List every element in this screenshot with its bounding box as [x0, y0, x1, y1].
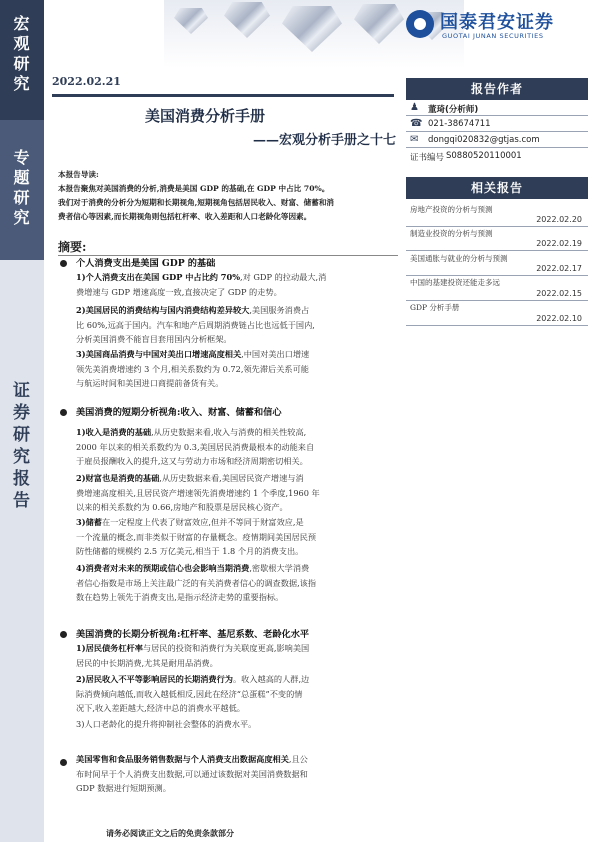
- bullet-icon: [60, 409, 67, 416]
- side-banner: [0, 0, 44, 842]
- abstract-paragraph: [76, 471, 396, 515]
- para-text: 居民的中长期消费,尤其是耐用品消费。: [76, 657, 218, 668]
- abstract-paragraph: [76, 270, 396, 299]
- brand-logo: [406, 8, 592, 48]
- bullet-icon: [60, 759, 67, 766]
- para-bold: 1)收入是消费的基础: [76, 427, 152, 437]
- para-text: 于雇员报酬收入的提升,这又与劳动力市场和经济周期密切相关。: [76, 456, 308, 467]
- sidebar-label-topic: [0, 148, 44, 228]
- sidebar-char: 专: [13, 148, 31, 167]
- brand-name-en: GUOTAI JUNAN SECURITIES: [442, 32, 544, 40]
- para-text: 者信心指数是市场上关注最广泛的有关消费者信心的调查数据,该指: [76, 577, 317, 588]
- phone-icon: ☎: [410, 118, 423, 129]
- divider: [406, 115, 588, 116]
- para-text: ,对 GDP 的拉动最大,消: [239, 272, 327, 282]
- abstract-paragraph: [76, 717, 396, 732]
- date-rule: [52, 94, 394, 97]
- para-bold: 4)消费者对未来的预期或信心也会影响当期消费: [76, 563, 250, 573]
- para-text: ,中国对美出口增速: [241, 349, 310, 359]
- para-text: 比 60%,远高于国内。汽车和地产后周期消费链占比也远低于国内,: [76, 319, 315, 330]
- sidebar-block-low: [0, 260, 44, 842]
- para-text: ,密歇根大学消费: [249, 563, 310, 573]
- divider: [406, 300, 588, 301]
- related-heading: 相关报告: [406, 177, 588, 199]
- sidebar-char: 研: [13, 188, 31, 207]
- related-item-date: 2022.02.10: [536, 314, 582, 323]
- para-bold: 3)美国商品消费与中国对美出口增速高度相关: [76, 349, 242, 359]
- gem-decoration: [174, 8, 208, 34]
- sidebar-char: 究: [13, 208, 31, 227]
- para-text: 一个流量的概念,而非类似于财富的存量概念。疫情期间美国居民预: [76, 531, 317, 542]
- abstract-paragraph: [76, 672, 396, 716]
- sidebar-label-macro: [0, 14, 44, 94]
- author-name: 董琦(分析师): [428, 105, 479, 115]
- sidebar-char: 观: [13, 34, 31, 53]
- divider: [406, 275, 588, 276]
- abstract-paragraph: [76, 425, 396, 469]
- para-text: 领先美消费增速约 3 个月,相关系数约为 0.72,领先滞后关系可能: [76, 363, 309, 374]
- para-text: 。收入越高的人群,边: [232, 674, 310, 684]
- cert-number: S0880520110001: [446, 151, 522, 161]
- intro-line: 本报告聚焦对美国消费的分析,消费是美国 GDP 的基础,在 GDP 中占比 70%。: [58, 184, 330, 193]
- sidebar-char: 宏: [13, 14, 31, 33]
- related-item-title[interactable]: GDP 分析手册: [410, 303, 460, 312]
- para-text: 分析美国消费不能盲目套用国内分析框架。: [76, 334, 232, 345]
- sidebar-char: 研: [13, 54, 31, 73]
- para-text: 防性储蓄的规模约 2.5 万亿美元,相当于 1.8 个月的消费支出。: [76, 546, 304, 557]
- para-bold: 2)财富也是消费的基础: [76, 473, 160, 483]
- related-item-date: 2022.02.17: [536, 264, 582, 273]
- report-title: 美国消费分析手册: [144, 107, 265, 125]
- abstract-paragraph: [76, 641, 396, 670]
- para-text: ,从历史数据来看,收入与消费的相关性较高,: [151, 427, 307, 437]
- para-text: 况下,收入差距越大,经济中总的消费水平越低。: [76, 703, 245, 714]
- gem-decoration: [224, 2, 270, 38]
- bullet-icon: [60, 260, 67, 267]
- para-text: 费增速高度相关,且居民资产增速领先消费增速约 1 个季度,1960 年: [76, 487, 320, 498]
- related-item-date: 2022.02.20: [536, 215, 582, 224]
- para-text: 3)人口老龄化的提升将抑制社会整体的消费水平。: [76, 719, 257, 729]
- related-item-date: 2022.02.19: [536, 239, 582, 248]
- abstract-label: 摘要:: [58, 240, 87, 254]
- para-text: ,且公: [288, 754, 308, 764]
- author-email[interactable]: dongqi020832@gtjas.com: [428, 135, 540, 145]
- divider: [406, 226, 588, 227]
- sidebar-char: 究: [13, 447, 31, 467]
- para-text: 2000 年以来的相关系数约为 0.3,美国居民消费最根本的动能来自: [76, 441, 315, 452]
- bullet-icon: [60, 631, 67, 638]
- related-item-title[interactable]: 房地产投资的分析与预测: [410, 205, 493, 214]
- sidebar-label-report: [0, 380, 44, 512]
- intro-line: 费者信心等因素,而长期视角则包括杠杆率、收入差距和人口老龄化等因素。: [58, 212, 312, 221]
- divider: [406, 250, 588, 251]
- sidebar-char: 券: [13, 403, 31, 423]
- abstract-paragraph: [76, 347, 396, 391]
- author-panel-heading: 报告作者: [406, 78, 588, 100]
- abstract-paragraph: [76, 515, 396, 559]
- report-intro: [58, 168, 398, 224]
- section-heading: 美国消费的长期分析视角:杠杆率、基尼系数、老龄化水平: [76, 629, 310, 640]
- divider: [406, 131, 588, 132]
- para-bold: 2)居民收入不平等影响居民的长期消费行为: [76, 674, 233, 684]
- abstract-paragraph: [76, 561, 396, 605]
- page-footer: 请务必阅读正文之后的免责条款部分: [106, 828, 234, 838]
- para-text: ,美国服务消费占: [249, 305, 310, 315]
- abstract-paragraph: [76, 303, 396, 347]
- para-text: 以来的相关系数约为 0.66,房地产和股票是居民核心资产。: [76, 502, 288, 513]
- related-item-title[interactable]: 美国通胀与就业的分析与预测: [410, 254, 508, 263]
- para-text: GDP 数据进行短期预测。: [76, 783, 171, 794]
- brand-name-cn: 国泰君安证券: [440, 12, 554, 33]
- person-icon: ♟: [410, 102, 419, 113]
- logo-icon: [406, 10, 434, 38]
- sidebar-char: 告: [13, 491, 31, 511]
- author-phone: 021-38674711: [428, 119, 491, 129]
- para-text: 与航运时间和美国进口商提前备货有关。: [76, 378, 224, 389]
- divider: [406, 147, 588, 148]
- para-bold: 3)储蓄: [76, 517, 102, 527]
- sidebar-char: 究: [13, 74, 31, 93]
- intro-label: 本报告导读:: [58, 170, 99, 179]
- section-heading: 美国零售和食品服务销售数据与个人消费支出数据高度相关: [76, 754, 289, 764]
- para-text: 数在趋势上领先于消费支出,是指示经济走势的重要指标。: [76, 592, 284, 603]
- cert-label: 证书编号: [410, 153, 445, 163]
- para-text: ,从历史数据来看,美国居民资产增速与消: [159, 473, 304, 483]
- section-heading: 个人消费支出是美国 GDP 的基础: [76, 258, 216, 269]
- divider: [406, 325, 588, 326]
- related-item-title[interactable]: 制造业投资的分析与预测: [410, 229, 493, 238]
- para-text: 在一定程度上代表了财富效应,但并不等同于财富效应,是: [101, 517, 304, 527]
- gem-decoration: [354, 4, 404, 44]
- sidebar-char: 研: [13, 425, 31, 445]
- related-item-title[interactable]: 中国的基建投资还能走多远: [410, 278, 500, 287]
- abstract-paragraph: [76, 752, 396, 796]
- intro-line: 我们对于消费的分析分为短期和长期视角,短期视角包括居民收入、财富、储蓄和消: [58, 198, 335, 207]
- section-heading: 美国消费的短期分析视角:收入、财富、储蓄和信心: [76, 407, 282, 418]
- sidebar-char: 报: [13, 469, 31, 489]
- para-text: 与居民的投资和消费行为关联度更高,影响美国: [142, 643, 310, 653]
- sidebar-char: 题: [13, 168, 31, 187]
- report-date: 2022.02.21: [52, 75, 121, 88]
- email-icon: ✉: [410, 134, 419, 145]
- para-bold: 1)居民债务杠杆率: [76, 643, 143, 653]
- related-item-date: 2022.02.15: [536, 289, 582, 298]
- para-text: 费增速与 GDP 增速高度一致,直接决定了 GDP 的走势。: [76, 286, 282, 297]
- para-bold: 1)个人消费支出在美国 GDP 中占比约 70%: [76, 272, 240, 282]
- para-text: 际消费倾向越低,而收入越低相反,因此在经济“总蛋糕”不变的情: [76, 688, 303, 699]
- para-bold: 2)美国居民的消费结构与国内消费结构差异较大: [76, 305, 250, 315]
- sidebar-char: 证: [13, 381, 31, 401]
- report-subtitle: ——宏观分析手册之十七: [252, 133, 396, 148]
- gem-decoration: [282, 6, 342, 52]
- para-text: 布时间早于个人消费支出数据,可以通过该数据对美国消费数据和: [76, 768, 308, 779]
